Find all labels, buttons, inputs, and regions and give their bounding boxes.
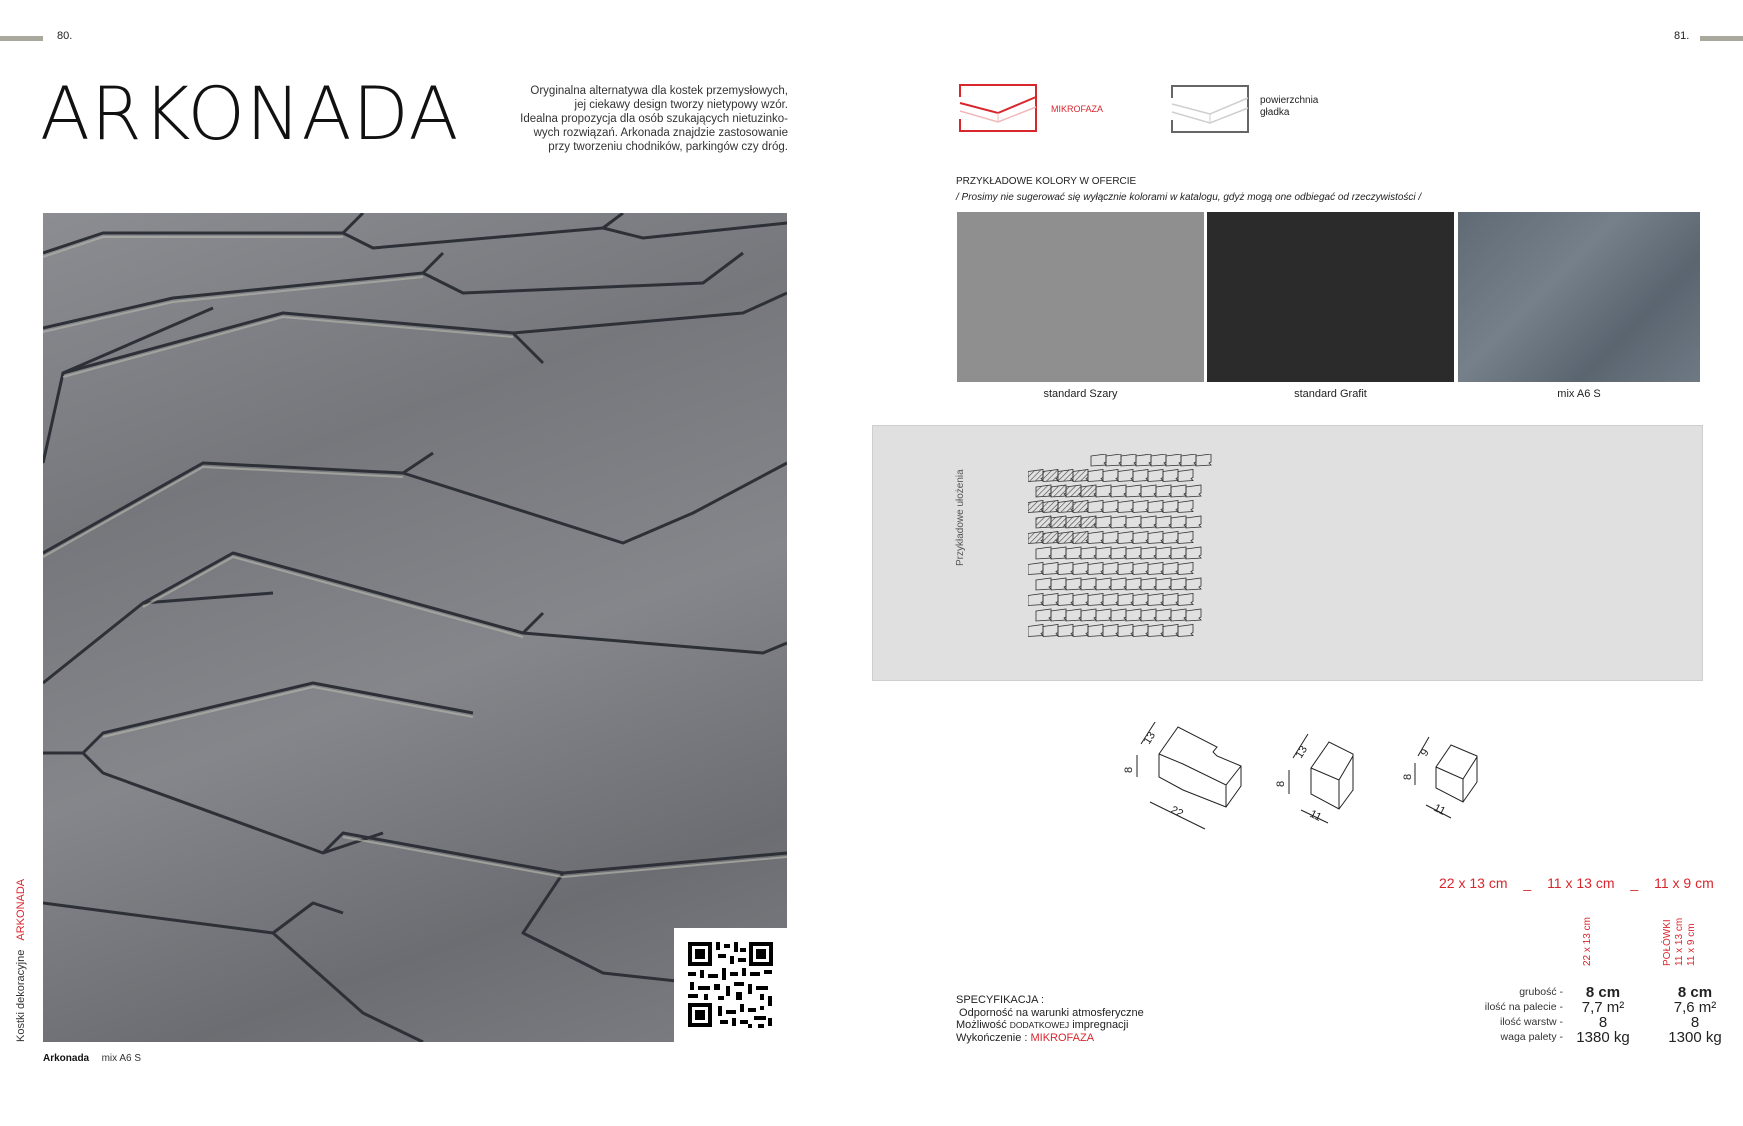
paver-outline: [1036, 547, 1051, 559]
paver-outline: [1178, 625, 1193, 637]
paver-outline: [1096, 578, 1111, 590]
paver-outline: [1181, 454, 1196, 466]
paver-outline: [1178, 594, 1193, 606]
block-diagrams: [1115, 722, 1535, 832]
paver-outline: [1126, 547, 1141, 559]
colors-note: / Prosimy nie sugerować się wyłącznie kolorami w katalogu, gdyż mogą one odbiegać od rzeczywistości /: [956, 192, 1422, 203]
paver-outline: [1058, 594, 1073, 606]
paver-outline: [1178, 470, 1193, 482]
specification-line: [956, 1019, 1144, 1032]
paver-outline: [1171, 547, 1186, 559]
paver-outline: [1141, 516, 1156, 528]
paver-outline: [1163, 625, 1178, 637]
block1-depth-dim: 13: [1141, 729, 1159, 747]
spec-row-value: 8: [1690, 1014, 1700, 1031]
paver-outline: [1111, 516, 1126, 528]
size-separator: _: [1523, 875, 1532, 891]
paver-outline: [1186, 578, 1201, 590]
spec-col-header-full: [1582, 917, 1593, 966]
paver-outline: [1096, 609, 1111, 621]
paver-outline: [1151, 454, 1166, 466]
smooth-label-line: powierzchnia: [1260, 95, 1319, 106]
paver-outline: [1171, 609, 1186, 621]
colors-heading: PRZYKŁADOWE KOLORY W OFERCIE: [956, 176, 1137, 187]
paver-outline: [1171, 485, 1186, 497]
paver-outline: [1111, 609, 1126, 621]
paver-outline: [1081, 609, 1096, 621]
col-header-line: 22 x 13 cm: [1582, 917, 1593, 966]
specification-block: [956, 994, 1144, 1044]
paver-outline: [1043, 594, 1058, 606]
spec-row-label: grubość -: [1519, 986, 1563, 998]
paver-outline: [1081, 578, 1096, 590]
description-line: przy tworzeniu chodników, parkingów czy dróg.: [548, 141, 788, 153]
paver-outline: [1058, 501, 1073, 513]
specification-text: Wykończenie :: [956, 1031, 1031, 1044]
paver-outline: [1133, 532, 1148, 544]
side-label: [15, 879, 27, 1042]
paver-outline: [1103, 501, 1118, 513]
spec-row: [1420, 1029, 1743, 1044]
specification-heading: SPECYFIKACJA :: [956, 994, 1045, 1006]
spec-row-label: waga palety -: [1500, 1031, 1563, 1043]
block2-height-dim: 8: [1275, 780, 1287, 787]
paver-outline: [1148, 625, 1163, 637]
paver-outline: [1136, 454, 1151, 466]
paver-outline: [1118, 594, 1133, 606]
spec-row-value: 1300 kg: [1668, 1029, 1722, 1046]
paver-outline: [1111, 578, 1126, 590]
paver-outline: [1066, 485, 1081, 497]
paver-outline: [1051, 485, 1066, 497]
paver-outline: [1096, 547, 1111, 559]
paver-outline: [1156, 485, 1171, 497]
size-item: 22 x 13 cm: [1439, 875, 1508, 891]
paver-outline: [1081, 516, 1096, 528]
paver-outline: [1103, 594, 1118, 606]
paver-outline: [1156, 578, 1171, 590]
spec-row-value: 7,6 m²: [1673, 999, 1717, 1016]
paver-outline: [1066, 547, 1081, 559]
paver-outline: [1028, 501, 1043, 513]
paver-outline: [1178, 532, 1193, 544]
mikrofaza-edge-icon: [958, 83, 1038, 133]
paver-outline: [1036, 578, 1051, 590]
paver-outline: [1126, 485, 1141, 497]
product-photo: [43, 213, 787, 1042]
size-separator: _: [1630, 875, 1639, 891]
paver-outline: [1088, 501, 1103, 513]
paver-outline: [1051, 609, 1066, 621]
paver-outline: [1036, 609, 1051, 621]
paver-outline: [1133, 501, 1148, 513]
finish-mikrofaza: [958, 83, 1158, 133]
description-line: jej ciekawy design tworzy nietypowy wzór.: [574, 99, 788, 111]
smooth-surface-icon: [1170, 84, 1250, 134]
spec-row: [1420, 1014, 1743, 1029]
paver-outline: [1073, 563, 1088, 575]
paver-outline: [1091, 454, 1106, 466]
color-swatch-szary[interactable]: [957, 212, 1204, 382]
photo-caption: [43, 1048, 141, 1066]
paver-outline: [1073, 532, 1088, 544]
paver-outline: [1028, 532, 1043, 544]
block3-width-dim: 11: [1431, 801, 1448, 818]
paver-outline: [1103, 532, 1118, 544]
paver-outline: [1066, 609, 1081, 621]
paver-outline: [1111, 485, 1126, 497]
paver-outline: [1051, 578, 1066, 590]
page-rule-right: [1700, 36, 1743, 41]
paver-outline: [1043, 501, 1058, 513]
block1-width-dim: 22: [1168, 803, 1186, 821]
paver-outline: [1163, 563, 1178, 575]
paver-outline: [1043, 470, 1058, 482]
paver-outline: [1133, 563, 1148, 575]
spec-row-value: 8 cm: [1585, 984, 1621, 1001]
paver-outline: [1118, 625, 1133, 637]
spec-row: [1420, 984, 1743, 999]
paver-outline: [1118, 532, 1133, 544]
paver-outline: [1081, 485, 1096, 497]
paver-outline: [1148, 563, 1163, 575]
block2-width-dim: 11: [1307, 807, 1324, 824]
paver-outline: [1073, 594, 1088, 606]
laying-pattern-panel: [872, 425, 1703, 681]
paver-outline: [1028, 594, 1043, 606]
paver-outline: [1058, 470, 1073, 482]
swatch-label: standard Szary: [1043, 388, 1118, 400]
paver-outline: [1028, 563, 1043, 575]
paver-outline: [1066, 578, 1081, 590]
paver-outline: [1156, 516, 1171, 528]
paver-outline: [1186, 485, 1201, 497]
col-header-line: POŁÓWKI: [1662, 919, 1673, 966]
paver-outline: [1148, 501, 1163, 513]
paver-outline: [1043, 625, 1058, 637]
col-header-line: 11 x 13 cm: [1674, 917, 1685, 966]
paver-outline: [1111, 547, 1126, 559]
paver-outline: [1126, 578, 1141, 590]
qr-code-icon: [674, 928, 787, 1042]
specification-line: [956, 1032, 1144, 1045]
swatch-label: mix A6 S: [1557, 388, 1601, 400]
paver-outline: [1163, 532, 1178, 544]
paver-outline: [1126, 609, 1141, 621]
paver-outline: [1058, 625, 1073, 637]
paver-outline: [1156, 547, 1171, 559]
size-item: 11 x 13 cm: [1547, 875, 1615, 891]
size-item: 11 x 9 cm: [1654, 875, 1714, 891]
paver-outline: [1073, 625, 1088, 637]
spec-row: [1420, 999, 1743, 1014]
paver-outline: [1186, 516, 1201, 528]
side-label-product: ARKONADA: [15, 878, 27, 941]
paver-outline: [1141, 547, 1156, 559]
page-number-left: 80.: [57, 30, 73, 42]
paver-outline: [1106, 454, 1121, 466]
caption-product-name: Arkonada: [43, 1053, 90, 1064]
color-swatch-mix[interactable]: [1458, 212, 1700, 382]
finish-smooth: [1170, 84, 1370, 134]
block3-height-dim: 8: [1402, 773, 1414, 780]
block2-depth-dim: 13: [1293, 743, 1311, 761]
paver-outline: [1148, 470, 1163, 482]
specification-text: Możliwość: [956, 1019, 1010, 1031]
paver-outline: [1178, 563, 1193, 575]
paver-outline: [1103, 470, 1118, 482]
paver-outline: [1141, 609, 1156, 621]
paver-outline: [1096, 485, 1111, 497]
smooth-label-line: gładka: [1260, 107, 1290, 118]
paver-outline: [1036, 516, 1051, 528]
paver-outline: [1148, 594, 1163, 606]
paver-outline: [1156, 609, 1171, 621]
description-line: Idealna propozycja dla osób szukających nietuzinko-: [520, 113, 788, 125]
page-rule-left: [0, 36, 43, 41]
paver-outline: [1118, 470, 1133, 482]
paver-outline: [1163, 594, 1178, 606]
side-label-category: Kostki dekoracyjne: [15, 949, 27, 1042]
paver-outline: [1178, 501, 1193, 513]
paver-outline: [1186, 547, 1201, 559]
paver-outline: [1163, 501, 1178, 513]
paver-outline: [1058, 563, 1073, 575]
col-header-line: 11 x 9 cm: [1686, 923, 1697, 966]
paver-outline: [1141, 578, 1156, 590]
paver-outline: [1118, 563, 1133, 575]
paver-outline: [1171, 516, 1186, 528]
caption-color: mix A6 S: [101, 1053, 142, 1064]
size-list: [1439, 875, 1714, 891]
paver-outline: [1163, 470, 1178, 482]
description-line: wych rozwiązań. Arkonada znajdzie zastosowanie: [533, 127, 788, 139]
specification-smallcaps: DODATKOWEJ: [1009, 1020, 1070, 1030]
paver-outline: [1073, 501, 1088, 513]
block3-depth-dim: 9: [1418, 747, 1432, 759]
product-description: [448, 84, 788, 154]
spec-table: [1420, 984, 1743, 1044]
paver-outline: [1133, 470, 1148, 482]
specification-line: Odporność na warunki atmosferyczne: [956, 1006, 1144, 1019]
paver-outline: [1036, 485, 1051, 497]
spec-row-label: ilość warstw -: [1499, 1016, 1563, 1028]
paver-outline: [1196, 454, 1211, 466]
spec-row-value: 8: [1598, 1014, 1608, 1031]
paver-outline: [1141, 485, 1156, 497]
paver-outline: [1096, 516, 1111, 528]
spec-row-label: ilość na palecie -: [1484, 1001, 1563, 1013]
paver-outline: [1121, 454, 1136, 466]
paver-outline: [1043, 532, 1058, 544]
paver-outline: [1171, 578, 1186, 590]
paver-outline: [1088, 594, 1103, 606]
paver-outline: [1186, 609, 1201, 621]
paving-joints-illustration: [43, 213, 787, 1042]
spec-row-value: 8 cm: [1677, 984, 1713, 1001]
spec-row-value: 7,7 m²: [1581, 999, 1625, 1016]
mikrofaza-label: MIKROFAZA: [1051, 104, 1104, 114]
smooth-label: [1260, 95, 1318, 119]
product-title: ARKONADA: [40, 72, 460, 157]
paver-outline: [1028, 625, 1043, 637]
paver-outline: [1073, 470, 1088, 482]
page-number-right: 81.: [1674, 30, 1690, 42]
paver-outline: [1148, 532, 1163, 544]
spec-col-header-half: [1662, 918, 1698, 966]
paver-outline: [1051, 516, 1066, 528]
block1-height-dim: 8: [1123, 766, 1135, 773]
paver-outline: [1118, 501, 1133, 513]
paver-outline: [1088, 470, 1103, 482]
laying-pattern-label: Przykładowe ułożenia: [955, 469, 966, 566]
paver-outline: [1133, 625, 1148, 637]
paver-outline: [1103, 625, 1118, 637]
qr-code[interactable]: [674, 928, 787, 1042]
paver-outline: [1166, 454, 1181, 466]
paver-outline: [1081, 547, 1096, 559]
paver-outline: [1133, 594, 1148, 606]
paver-outline: [1043, 563, 1058, 575]
paver-outline: [1058, 532, 1073, 544]
paver-outline: [1088, 532, 1103, 544]
spec-row-value: 1380 kg: [1576, 1029, 1630, 1046]
paver-outline: [1088, 625, 1103, 637]
paver-outline: [1088, 563, 1103, 575]
paver-outline: [1103, 563, 1118, 575]
paver-outline: [1066, 516, 1081, 528]
paver-outline: [1126, 516, 1141, 528]
specification-text: impregnacji: [1069, 1019, 1129, 1031]
description-line: Oryginalna alternatywa dla kostek przemysłowych,: [530, 85, 788, 97]
color-swatch-grafit[interactable]: [1207, 212, 1454, 382]
paver-outline: [1028, 470, 1043, 482]
swatch-label: standard Grafit: [1294, 388, 1367, 400]
laying-pattern-drawing: [1028, 454, 1228, 654]
paver-outline: [1051, 547, 1066, 559]
specification-finish-value: MIKROFAZA: [1030, 1031, 1095, 1044]
